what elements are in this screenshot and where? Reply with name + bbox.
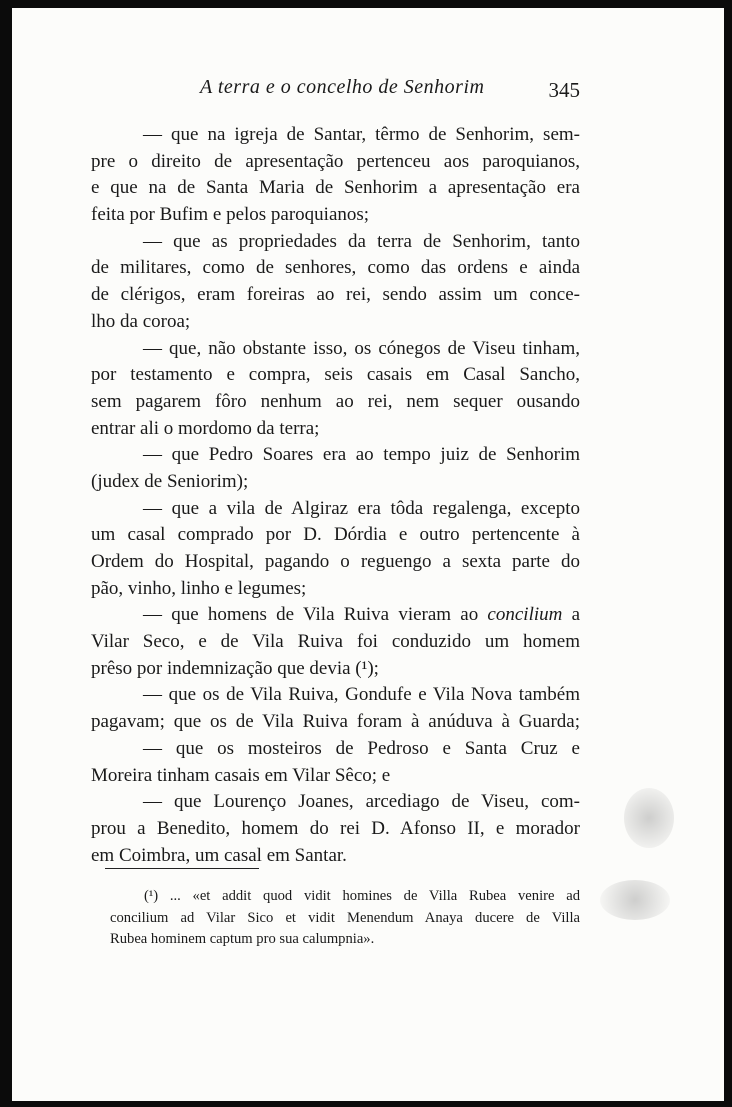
latin-term: concilium: [487, 604, 563, 626]
main-text: [91, 122, 580, 869]
page-number: 345: [548, 78, 580, 102]
text-line: — que, não obstante isso, os cónegos de Viseu tinham,: [143, 337, 580, 359]
text-line: — que Lourenço Joanes, arcediago de Viseu, com-: [143, 791, 580, 813]
text-line: — que na igreja de Santar, têrmo de Senhorim, sem-: [143, 124, 580, 145]
text-line: um casal comprado por D. Dórdia e outro pertencente à: [91, 524, 580, 546]
text-line: lho da coroa;: [91, 310, 191, 332]
text-line: — que homens de Vila Ruiva vieram ao concilium a: [143, 604, 580, 626]
footnote-block: [110, 886, 580, 951]
text-line: — que os de Vila Ruiva, Gondufe e Vila Nova também: [143, 684, 580, 706]
text-line: — que a vila de Algiraz era tôda regalenga, excepto: [143, 497, 580, 519]
page-header: [200, 76, 580, 108]
text-line: — que Pedro Soares era ao tempo juiz de Senhorim: [143, 444, 580, 466]
scan-smudge: [624, 788, 674, 848]
text-line: sem pagarem fôro nenhum ao rei, nem sequer ousando: [91, 390, 580, 412]
text-line: prêso por indemnização que devia (¹);: [91, 657, 379, 679]
text-line: Moreira tinham casais em Vilar Sêco; e: [91, 764, 391, 786]
text-line: feita por Bufim e pelos paroquianos;: [91, 204, 370, 226]
text-line: — que as propriedades da terra de Senhorim, tanto: [143, 230, 580, 252]
text-line: entrar ali o mordomo da terra;: [91, 417, 320, 439]
text-line: pre o direito de apresentação pertenceu aos paroquianos,: [91, 150, 580, 172]
text-line: pagavam; que os de Vila Ruiva foram à anúduva à Guarda;: [91, 711, 580, 733]
text-line: em Coimbra, um casal em Santar.: [91, 844, 347, 866]
text-line: Ordem do Hospital, pagando o reguengo a sexta parte do: [91, 551, 580, 572]
text-line: (judex de Seniorim);: [91, 470, 249, 492]
text-line: por testamento e compra, seis casais em Casal Sancho,: [91, 364, 580, 386]
text-line: de militares, como de senhores, como das ordens e ainda: [91, 257, 580, 279]
text-line: prou a Benedito, homem do rei D. Afonso II, e morador: [91, 817, 580, 839]
footnote-line: concilium ad Vilar Sico et vidit Menendum Anaya ducere de Villa: [110, 909, 580, 926]
text-line: pão, vinho, linho e legumes;: [91, 577, 307, 599]
text-line: de clérigos, eram foreiras ao rei, sendo assim um conce-: [91, 284, 580, 306]
text-line: e que na de Santa Maria de Senhorim a apresentação era: [91, 177, 580, 199]
footnote-line: Rubea hominem captum pro sua calumpnia».: [110, 931, 375, 947]
text-line: Vilar Seco, e de Vila Ruiva foi conduzido um homem: [91, 631, 580, 653]
footnote-divider: [105, 868, 259, 869]
running-title: A terra e o concelho de Senhorim: [200, 76, 485, 98]
scan-smudge: [600, 880, 670, 920]
footnote-line: (¹) ... «et addit quod vidit homines de Villa Rubea venire ad: [144, 888, 580, 904]
text-line: — que os mosteiros de Pedroso e Santa Cruz e: [143, 737, 580, 759]
